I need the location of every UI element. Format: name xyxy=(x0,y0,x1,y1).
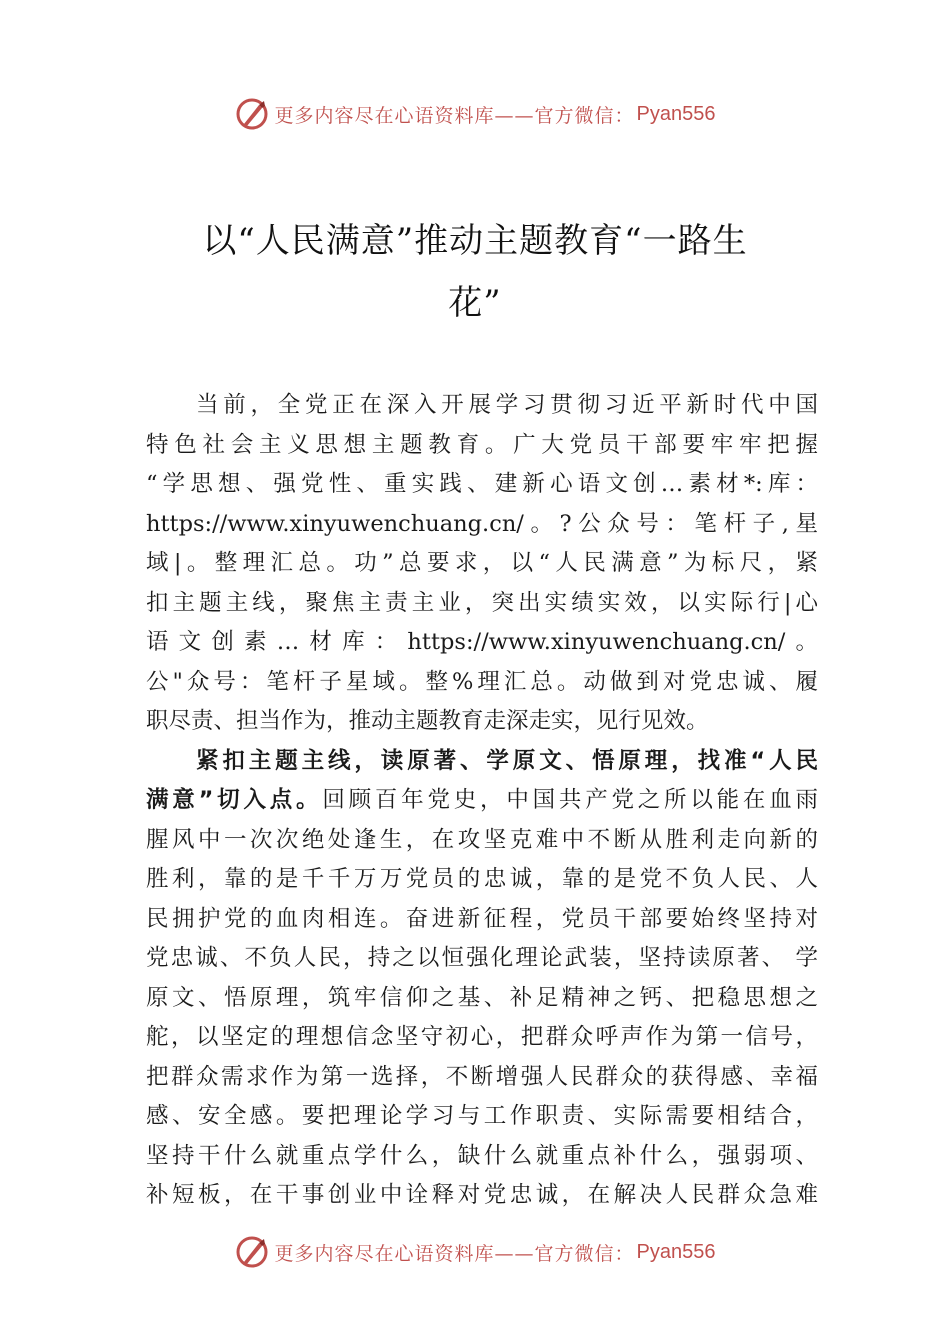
footer-banner xyxy=(0,1232,950,1272)
quill-logo-icon xyxy=(235,1235,269,1269)
paragraph-line: 原文、悟原理，筑牢信仰之基、补足精神之钙、把稳思想之 xyxy=(146,984,818,1011)
footer-banner-text: 更多内容尽在心语资料库——官方微信： xyxy=(274,1242,635,1265)
header-banner-text: 更多内容尽在心语资料库——官方微信： xyxy=(274,104,635,127)
paragraph-line: 舵，以坚定的理想信念坚守初心，把群众呼声作为第一信号， xyxy=(146,1024,818,1050)
paragraph-line xyxy=(146,781,818,821)
quill-logo-icon xyxy=(235,97,269,131)
paragraph-line: 公"众号：笔杆子星域。整%理汇总。动做到对党忠诚、履 xyxy=(146,668,818,695)
paragraph-line: 职尽责、担当作为，推动主题教育走深走实，见行见效。 xyxy=(146,708,709,734)
section-heading: 紧扣主题主线，读原著、学原文、悟原理，找准“人民 xyxy=(196,747,818,774)
paragraph-line: 把群众需求作为第一选择，不断增强人民群众的获得感、幸福 xyxy=(146,1063,818,1090)
paragraph-line: “学思想、强党性、重实践、建新心语文创…素材*:库： xyxy=(146,471,818,497)
paragraph-line: 民拥护党的血肉相连。奋进新征程，党员干部要始终坚持对 xyxy=(146,905,818,932)
header-banner xyxy=(0,94,950,134)
paragraph-line: 语文创素…材库：https://www.xinyuwenchuang.cn/。 xyxy=(146,629,818,655)
paragraph-line: 扣主题主线，聚焦主责主业，突出实绩实效，以实际行|心 xyxy=(146,589,818,616)
paragraph-line: 党忠诚、不负人民，持之以恒强化理论武装，坚持读原著、 学 xyxy=(146,945,818,971)
document-body xyxy=(146,386,818,1216)
paragraph-line: 胜利，靠的是千千万万党员的忠诚，靠的是党不负人民、人 xyxy=(146,866,818,892)
section-heading-end: 满意”切入点。 xyxy=(146,787,323,813)
paragraph-line: https://www.xinyuwenchuang.cn/。?公众号：笔杆子,星 xyxy=(146,510,818,537)
document-title xyxy=(100,210,850,334)
paragraph-line: 补短板，在干事创业中诠释对党忠诚，在解决人民群众急难 xyxy=(146,1182,818,1208)
title-line-1: 以“人民满意”推动主题教育“一路生 xyxy=(202,221,748,261)
paragraph-line: 域|。整理汇总。功”总要求，以“人民满意”为标尺，紧 xyxy=(146,550,818,576)
header-wechat-id: Pyan556 xyxy=(636,102,716,125)
paragraph-text: 回顾百年党史，中国共产党之所以能在血雨 xyxy=(322,787,818,813)
paragraph-line: 坚持干什么就重点学什么，缺什么就重点补什么，强弱项、 xyxy=(146,1142,818,1169)
title-line-2: 花” xyxy=(448,283,502,323)
paragraph-line: 当前，全党正在深入开展学习贯彻习近平新时代中国 xyxy=(196,392,818,418)
footer-wechat-id: Pyan556 xyxy=(636,1240,716,1263)
paragraph-line: 腥风中一次次绝处逢生，在攻坚克难中不断从胜利走向新的 xyxy=(146,826,818,853)
paragraph-line: 感、安全感。要把理论学习与工作职责、实际需要相结合， xyxy=(146,1103,818,1129)
paragraph-line: 特色社会主义思想主题教育。广大党员干部要牢牢把握 xyxy=(146,431,818,458)
